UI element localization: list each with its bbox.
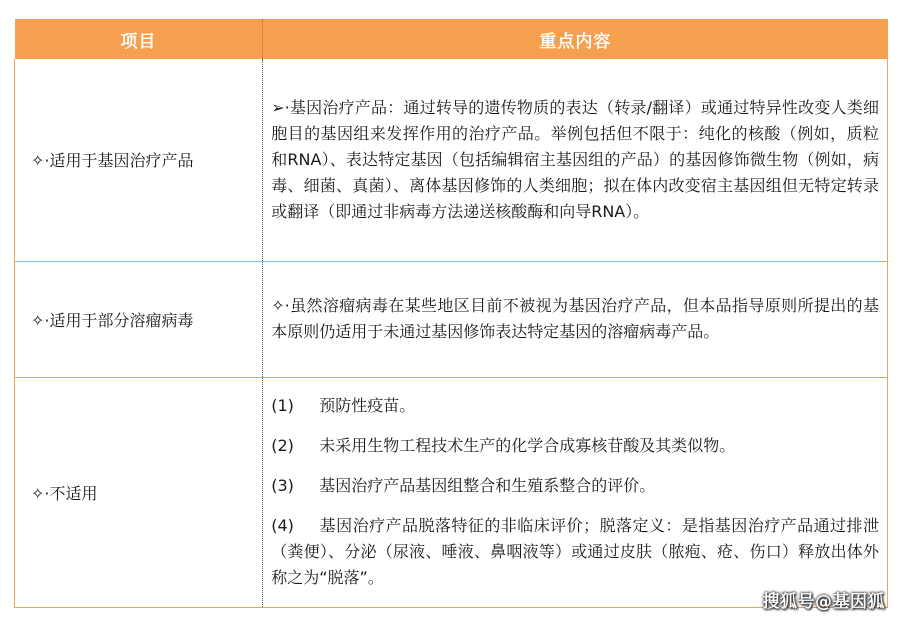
content-table <box>14 19 888 608</box>
list-item <box>271 433 879 459</box>
row-content: ✧·虽然溶瘤病毒在某些地区目前不被视为基因治疗产品，但本品指导原则所提出的基本原则仍适用于未通过基因修饰表达特定基因的溶瘤病毒产品。 <box>263 261 888 377</box>
list-number: (3) <box>271 476 294 495</box>
list-item <box>271 393 879 419</box>
list-text: 基因治疗产品脱落特征的非临床评价；脱落定义：是指基因治疗产品通过排泄（粪便）、分泌（尿液、唾液、鼻咽液等）或通过皮肤（脓疱、疮、伤口）释放出体外称之为“脱落”。 <box>271 516 879 587</box>
list-text: 未采用生物工程技术生产的化学合成寡核苷酸及其类似物。 <box>319 436 736 455</box>
header-item: 项目 <box>15 19 263 59</box>
list-text: 预防性疫苗。 <box>319 396 416 415</box>
row-label: ✧·不适用 <box>15 377 263 607</box>
list-number: (4) <box>271 516 294 535</box>
header-key-content: 重点内容 <box>263 19 888 59</box>
table-row <box>15 261 888 377</box>
row-content: ➢·基因治疗产品：通过转导的遗传物质的表达（转录/翻译）或通过特异性改变人类细胞目的基因组来发挥作用的治疗产品。举例包括但不限于：纯化的核酸（例如，质粒和RNA）、表达特定基因（包括编辑宿主基因组的产品）的基因修饰微生物（例如，病毒、细菌、真菌）、离体基因修饰的人类细胞；拟在体内改变宿主基因组但无特定转录或翻译（即通过非病毒方法递送核酸酶和向导RNA）。 <box>263 59 888 261</box>
row-label: ✧·适用于基因治疗产品 <box>15 59 263 261</box>
row-content-list <box>263 377 888 607</box>
table-row <box>15 377 888 607</box>
row-label: ✧·适用于部分溶瘤病毒 <box>15 261 263 377</box>
list-number: (2) <box>271 436 294 455</box>
table-row <box>15 59 888 261</box>
list-item <box>271 513 879 591</box>
list-item <box>271 473 879 499</box>
list-text: 基因治疗产品基因组整合和生殖系整合的评价。 <box>319 476 656 495</box>
watermark: 搜狐号@基因狐 <box>762 592 885 612</box>
list-number: (1) <box>271 396 294 415</box>
